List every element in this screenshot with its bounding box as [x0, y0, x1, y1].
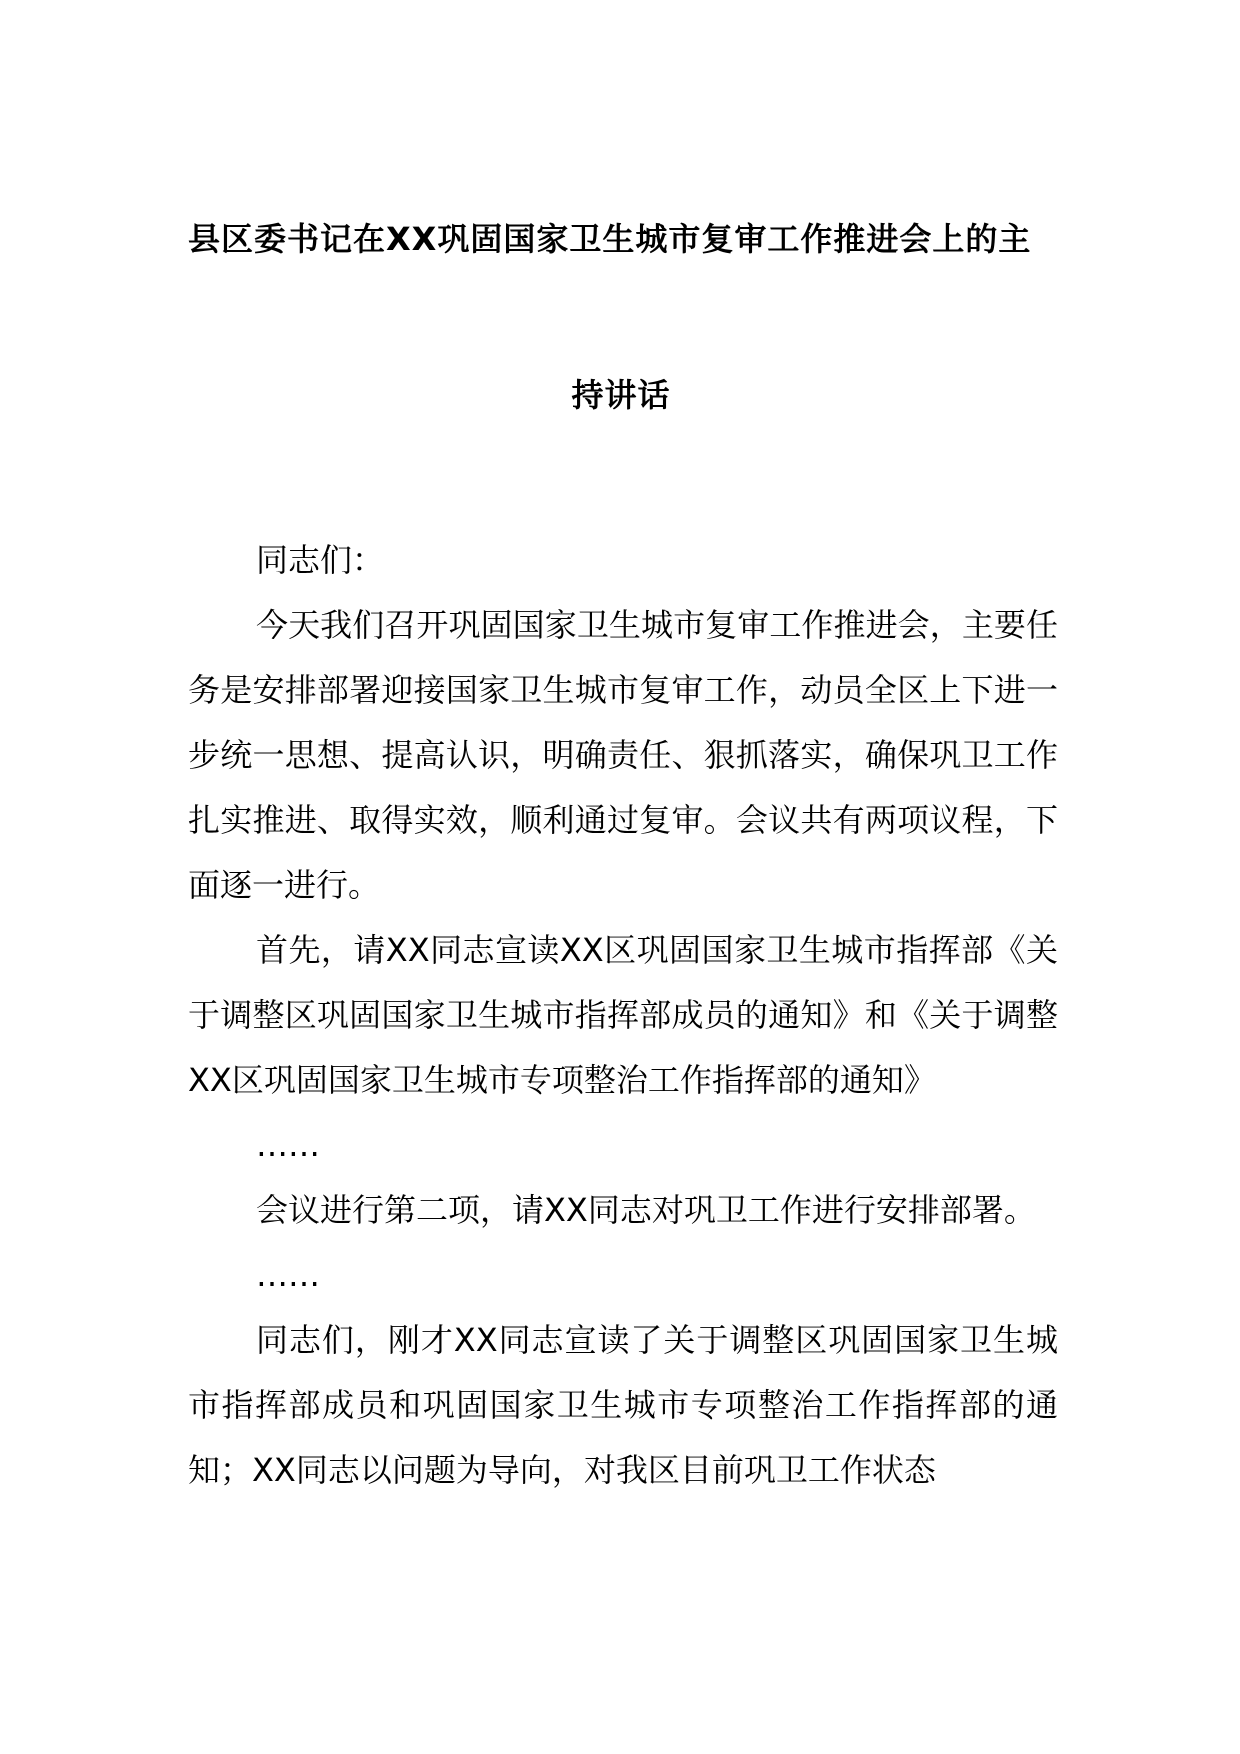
salutation: 同志们：	[256, 541, 385, 579]
paragraph-summary: 同志们，刚才XX同志宣读了关于调整区巩固国家卫生城市指挥部成员和巩固国家卫生城市专项整治工作指挥部的通知；XX同志以问题为导向，对我区目前巩卫工作状态	[188, 1321, 1058, 1489]
document-title-line-2: 持讲话	[571, 376, 671, 414]
paragraph-intro: 今天我们召开巩固国家卫生城市复审工作推进会，主要任务是安排部署迎接国家卫生城市复审工作，动员全区上下进一步统一思想、提高认识，明确责任、狠抓落实，确保巩卫工作扎实推进、取得实效，顺利通过复审。会议共有两项议程，下面逐一进行。	[188, 606, 1058, 904]
paragraph-agenda-1: 首先，请XX同志宣读XX区巩固国家卫生城市指挥部《关于调整区巩固国家卫生城市指挥部成员的通知》和《关于调整XX区巩固国家卫生城市专项整治工作指挥部的通知》	[188, 931, 1058, 1099]
ellipsis-2: ……	[256, 1256, 320, 1294]
document-body	[188, 528, 1058, 1503]
document-title-line-1: 县区委书记在XX巩固国家卫生城市复审工作推进会上的主	[188, 220, 1032, 258]
ellipsis-1: ……	[256, 1126, 320, 1164]
paragraph-agenda-2: 会议进行第二项，请XX同志对巩卫工作进行安排部署。	[256, 1191, 1036, 1229]
